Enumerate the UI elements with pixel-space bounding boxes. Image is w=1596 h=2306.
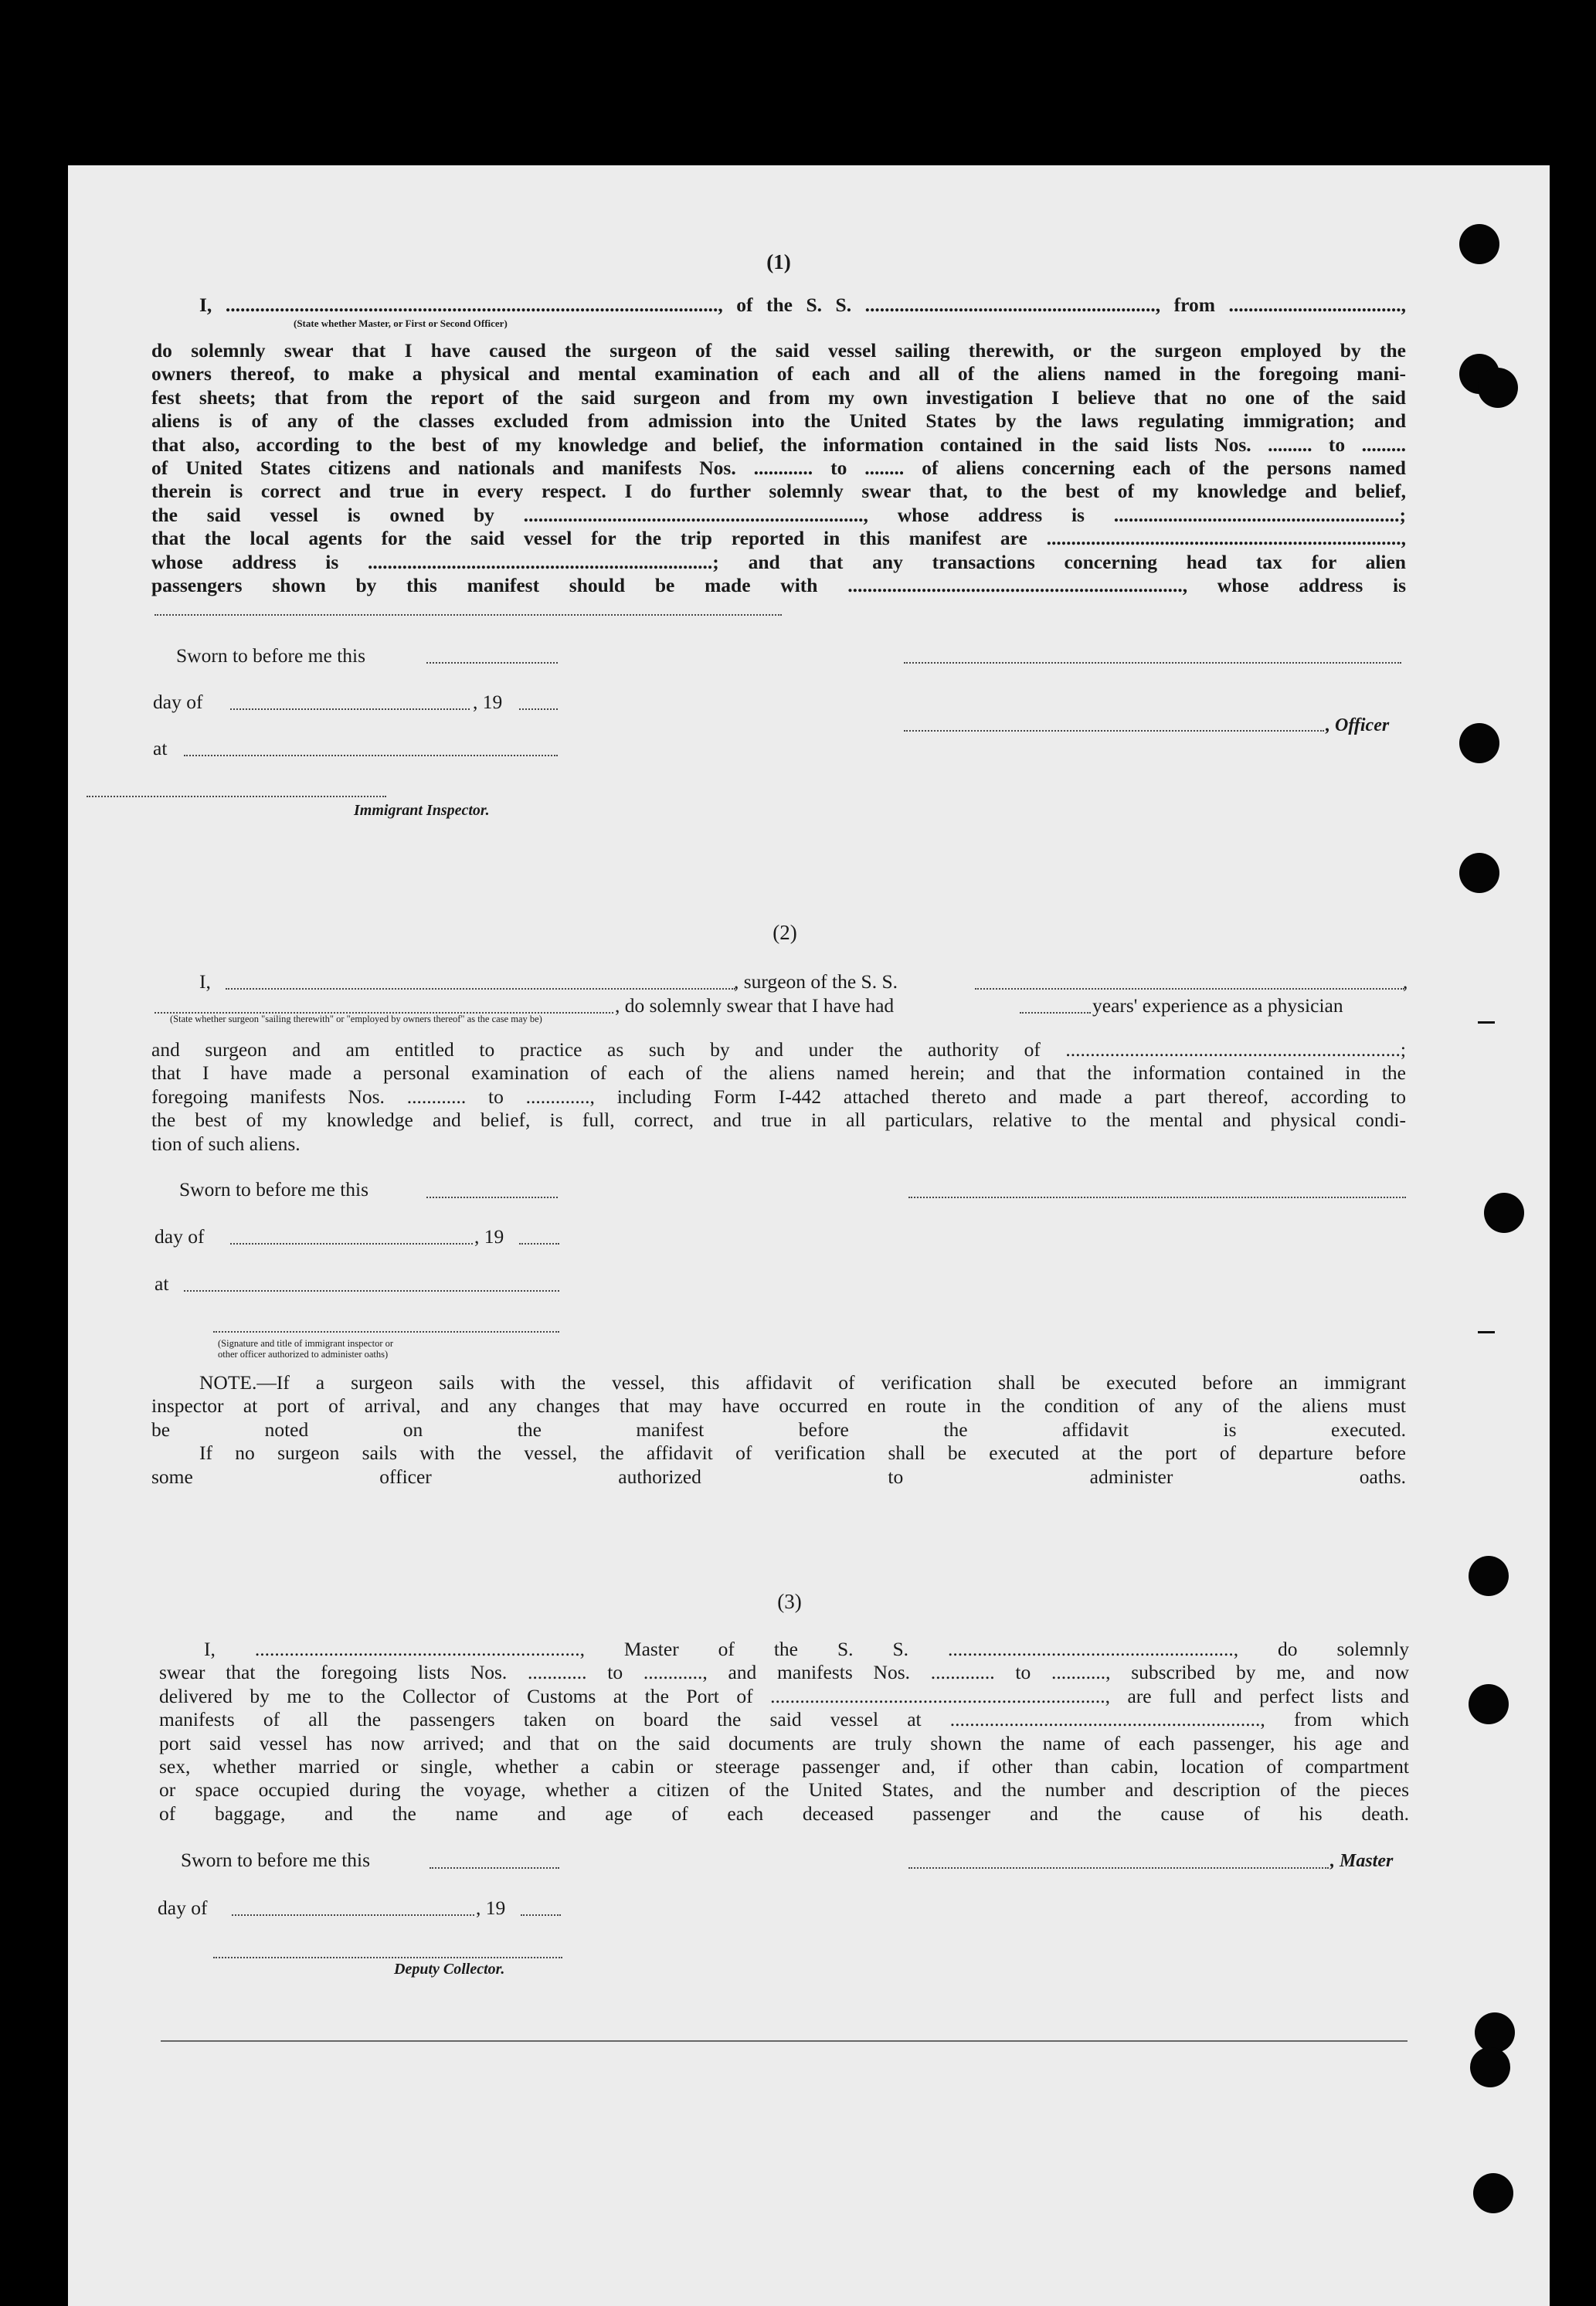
year-label: , 19 bbox=[476, 1897, 506, 1919]
sworn-date-field[interactable] bbox=[430, 1867, 559, 1869]
master-label: , Master bbox=[1330, 1851, 1394, 1871]
officer-note: (State whether Master, or First or Second Officer) bbox=[294, 318, 508, 329]
note-paragraph bbox=[151, 1371, 1406, 1489]
punch-hole bbox=[1473, 2173, 1513, 2213]
day-of-label: day of bbox=[155, 1225, 205, 1248]
text-line: of United States citizens and nationals and manifests Nos. ............ to ........ of aliens concerning each of the persons named bbox=[151, 457, 1406, 480]
text-line: whose address is ......................................................................; and that any transactions concerning head tax for alien bbox=[151, 550, 1406, 573]
inspector-signature-field[interactable] bbox=[87, 796, 386, 797]
text-line: , bbox=[1403, 970, 1408, 993]
section2-heading: (2) bbox=[773, 921, 797, 944]
year-field[interactable] bbox=[521, 1914, 561, 1916]
text-line: I, ...................................................................................................., of the S. S. ..........................................................., from ..................................., bbox=[199, 294, 1406, 316]
text-line: foregoing manifests Nos. ............ to ............., including Form I-442 attached thereto and made a part thereof, according to bbox=[151, 1085, 1406, 1108]
text-line: therein is correct and true in every respect. I do further solemnly swear that, to the best of my knowledge and belief, bbox=[151, 480, 1406, 503]
year-field[interactable] bbox=[519, 708, 558, 710]
section1-heading: (1) bbox=[766, 250, 791, 273]
surgeon-name-field[interactable] bbox=[226, 988, 735, 990]
master-signature-field[interactable] bbox=[908, 1867, 1329, 1869]
section1-oath-text bbox=[151, 294, 1406, 317]
day-of-label: day of bbox=[153, 691, 203, 713]
section3-heading: (3) bbox=[777, 1590, 802, 1613]
text-line: or space occupied during the voyage, whether a citizen of the United States, and the number and description of the pieces bbox=[159, 1778, 1409, 1802]
at-field[interactable] bbox=[184, 1290, 559, 1292]
text-line: manifests of all the passengers taken on board the said vessel at ..............................................................., from which bbox=[159, 1708, 1409, 1731]
text-line: and surgeon and am entitled to practice as such by and under the authority of ....................................................................; bbox=[151, 1038, 1406, 1061]
divider bbox=[161, 2040, 1408, 2042]
sworn-label: Sworn to before me this bbox=[176, 644, 366, 667]
vessel-name-field[interactable] bbox=[975, 988, 1404, 990]
margin-mark bbox=[1478, 1331, 1495, 1333]
collector-label: Deputy Collector. bbox=[394, 1961, 505, 1978]
year-label: , 19 bbox=[474, 1225, 504, 1248]
text-line: port said vessel has now arrived; and that on the said documents are truly shown the name of each passenger, his age and bbox=[159, 1731, 1409, 1754]
day-of-label: day of bbox=[158, 1897, 208, 1919]
officer-signature-field[interactable] bbox=[904, 662, 1401, 664]
text-line: , do solemnly swear that I have had bbox=[615, 994, 895, 1017]
punch-hole bbox=[1484, 1193, 1524, 1233]
text-line: owners thereof, to make a physical and mental examination of each and all of the aliens named in the foregoing mani- bbox=[151, 362, 1406, 385]
text-line: sex, whether married or single, whether a cabin or steerage passenger and, if other than cabin, location of compartment bbox=[159, 1755, 1409, 1778]
text-line: the said vessel is owned by ....................................................................., whose address is ..........................................................; bbox=[151, 503, 1406, 526]
punch-hole bbox=[1459, 853, 1499, 893]
text-line: If no surgeon sails with the vessel, the affidavit of verification shall be executed at the port of departure before bbox=[199, 1442, 1406, 1465]
text-line: be noted on the manifest before the affidavit is executed. bbox=[151, 1418, 1406, 1441]
text-line: passengers shown by this manifest should be made with ...................................................................., whose address is bbox=[151, 574, 1406, 597]
margin-mark bbox=[1478, 1021, 1495, 1024]
text-line: that the local agents for the said vessel for the trip reported in this manifest are ........................................................................, bbox=[151, 527, 1406, 550]
text-line: , surgeon of the S. S. bbox=[734, 970, 898, 993]
punch-hole bbox=[1475, 2012, 1515, 2053]
at-field[interactable] bbox=[184, 755, 558, 756]
text-line: NOTE.—If a surgeon sails with the vessel, this affidavit of verification shall be executed before an immigrant bbox=[199, 1371, 1406, 1394]
day-field[interactable] bbox=[230, 1243, 473, 1245]
text-line: of baggage, and the name and age of each deceased passenger and the cause of his death. bbox=[159, 1802, 1409, 1825]
text-line: swear that the foregoing lists Nos. ............ to ............, and manifests Nos. ............. to ..........., subscribed by me, and now bbox=[159, 1661, 1409, 1684]
years-field[interactable] bbox=[1020, 1012, 1091, 1014]
text-line: the best of my knowledge and belief, is full, correct, and true in all particulars, relative to the mental and physical condi- bbox=[151, 1109, 1406, 1132]
at-label: at bbox=[155, 1272, 169, 1295]
text-line: that also, according to the best of my knowledge and belief, the information contained in the said lists Nos. ......... to ......... bbox=[151, 433, 1406, 456]
sworn-label: Sworn to before me this bbox=[181, 1849, 371, 1871]
punch-hole bbox=[1478, 368, 1518, 408]
sworn-label: Sworn to before me this bbox=[179, 1178, 369, 1201]
text-line: do solemnly swear that I have caused the surgeon of the said vessel sailing therewith, or the surgeon employed by the bbox=[151, 339, 1406, 362]
punch-hole bbox=[1459, 723, 1499, 763]
punch-hole bbox=[1469, 1684, 1509, 1724]
collector-signature-field[interactable] bbox=[213, 1957, 562, 1958]
surgeon-note: (State whether surgeon "sailing therewith" or "employed by owners thereof" as the case may be) bbox=[170, 1014, 542, 1024]
text-line: delivered by me to the Collector of Customs at the Port of ...................................................................., are full and perfect lists and bbox=[159, 1684, 1409, 1707]
at-label: at bbox=[153, 737, 168, 759]
officer-title-field[interactable] bbox=[904, 730, 1324, 732]
signature-note: other officer authorized to administer oaths) bbox=[218, 1349, 389, 1360]
punch-hole bbox=[1470, 2047, 1510, 2087]
punch-hole bbox=[1459, 224, 1499, 264]
punch-hole bbox=[1469, 1556, 1509, 1596]
sworn-date-field[interactable] bbox=[426, 662, 558, 664]
day-field[interactable] bbox=[230, 708, 470, 710]
day-field[interactable] bbox=[232, 1914, 474, 1916]
surgeon-signature-field[interactable] bbox=[908, 1197, 1406, 1198]
blank-line bbox=[155, 614, 782, 616]
sworn-date-field[interactable] bbox=[426, 1197, 558, 1198]
text-line: inspector at port of arrival, and any changes that may have occurred en route in the condition of any of the aliens must bbox=[151, 1394, 1406, 1418]
text-line: tion of such aliens. bbox=[151, 1132, 301, 1155]
text-line: I, .................................................................., Master of the S. S. .........................................................., do solemnly bbox=[204, 1638, 1409, 1660]
year-label: , 19 bbox=[473, 691, 503, 713]
text-line: some officer authorized to administer oaths. bbox=[151, 1465, 1406, 1488]
text-line: years' experience as a physician bbox=[1092, 994, 1343, 1017]
year-field[interactable] bbox=[519, 1243, 559, 1245]
text-line: fest sheets; that from the report of the said surgeon and from my own investigation I believe that no one of the said bbox=[151, 385, 1406, 409]
section3-oath-body bbox=[159, 1638, 1409, 1825]
text-line: that I have made a personal examination of each of the aliens named herein; and that the information contained in the bbox=[151, 1061, 1406, 1085]
inspector-signature-field[interactable] bbox=[213, 1331, 559, 1333]
section2-oath-body bbox=[151, 1038, 1406, 1156]
officer-label: , Officer bbox=[1326, 715, 1390, 735]
section1-oath-body bbox=[151, 339, 1406, 597]
text-line: I, bbox=[199, 970, 211, 993]
inspector-label: Immigrant Inspector. bbox=[354, 802, 490, 819]
text-line: aliens is of any of the classes excluded from admission into the United States by the laws regulating immigration; and bbox=[151, 409, 1406, 433]
signature-note: (Signature and title of immigrant inspector or bbox=[218, 1338, 394, 1349]
